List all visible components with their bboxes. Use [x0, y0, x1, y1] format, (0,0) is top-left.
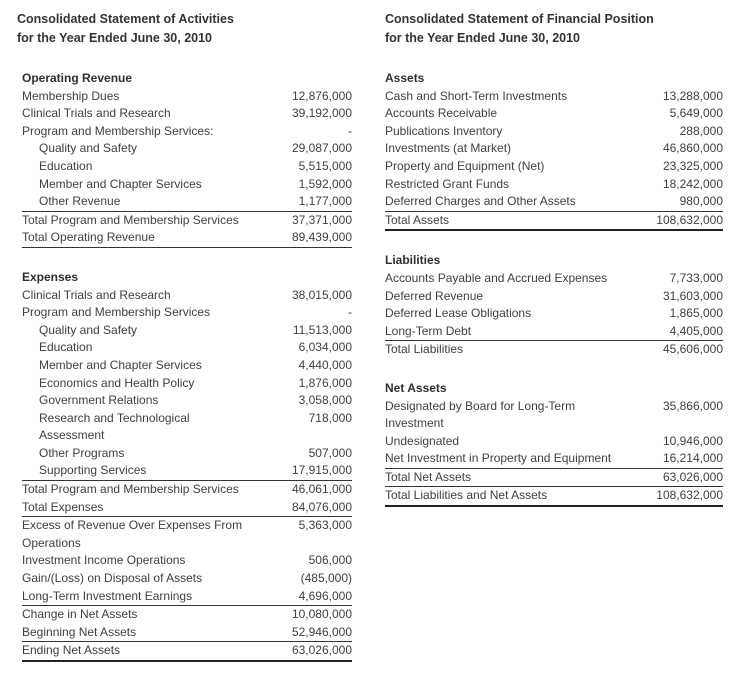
row-label-other-programs: Other Programs	[39, 445, 125, 460]
table-row	[385, 270, 723, 288]
section-heading-spacer	[262, 68, 352, 88]
row-value-expenses-clinical-trials-and-research: 38,015,000	[291, 287, 352, 302]
row-label-deferred-charges-and-other-assets: Deferred Charges and Other Assets	[385, 194, 576, 209]
section-heading-spacer	[262, 267, 352, 287]
row-label-cash-and-short-term-investments: Cash and Short-Term Investments	[385, 88, 568, 103]
row-label-program-and-membership-services: Program and Membership Services:	[22, 123, 214, 138]
row-label-total-net-assets: Total Net Assets	[385, 468, 633, 487]
row-value-long-term-debt: 4,405,000	[669, 323, 723, 338]
table-row	[385, 176, 723, 194]
total-row	[22, 481, 352, 499]
row-value-total-liabilities: 45,606,000	[633, 341, 723, 359]
row-label-research-and-technological-assessment: Research and Technological Assessment	[39, 410, 190, 443]
row-value-research-and-technological-assessment: 718,000	[308, 410, 352, 425]
row-value-cash-and-short-term-investments: 13,288,000	[662, 88, 723, 103]
row-label-expenses-education: Education	[39, 340, 93, 355]
row-label-education: Education	[39, 158, 93, 173]
row-value-expenses-education: 6,034,000	[298, 340, 352, 355]
total-row	[22, 624, 352, 642]
table-row	[22, 123, 352, 141]
row-label-undesignated: Undesignated	[385, 433, 460, 448]
total-row	[22, 606, 352, 624]
row-label-beginning-net-assets: Beginning Net Assets	[22, 624, 262, 642]
statement-of-financial-position-column	[368, 0, 735, 507]
statement-of-activities-title	[0, 0, 368, 48]
section-heading-row	[385, 68, 723, 88]
row-value-clinical-trials-and-research: 39,192,000	[291, 106, 352, 121]
row-value-deferred-lease-obligations: 1,865,000	[669, 306, 723, 321]
table-row	[22, 517, 352, 553]
row-label-net-investment-in-property-and-equipment: Net Investment in Property and Equipment	[385, 451, 612, 466]
section-spacer	[385, 359, 723, 378]
table-row	[385, 288, 723, 306]
section-heading-spacer	[633, 378, 723, 398]
total-row	[22, 211, 352, 229]
row-value-expenses-quality-and-safety: 11,513,000	[292, 322, 352, 337]
row-label-accounts-receivable: Accounts Receivable	[385, 106, 498, 121]
row-label-investments-at-market: Investments (at Market)	[385, 141, 512, 156]
row-label-clinical-trials-and-research: Clinical Trials and Research	[22, 106, 171, 121]
row-value-ending-net-assets: 63,026,000	[262, 642, 352, 661]
row-label-membership-dues: Membership Dues	[22, 88, 120, 103]
row-value-investment-income-operations: 506,000	[308, 553, 352, 568]
row-label-other-revenue: Other Revenue	[39, 194, 121, 209]
row-label-member-and-chapter-services: Member and Chapter Services	[39, 176, 202, 191]
row-label-deferred-lease-obligations: Deferred Lease Obligations	[385, 306, 532, 321]
table-row	[22, 552, 352, 570]
section-heading-net-assets: Net Assets	[385, 380, 447, 395]
row-value-total-expenses: 84,076,000	[262, 499, 352, 517]
row-label-expenses-quality-and-safety: Quality and Safety	[39, 322, 138, 337]
table-row	[22, 158, 352, 176]
row-label-designated-by-board-for-long-term-investment: Designated by Board for Long-Term Investment	[385, 398, 576, 431]
total-row	[385, 468, 723, 487]
table-row	[22, 105, 352, 123]
row-label-total-expenses: Total Expenses	[22, 499, 262, 517]
table-row	[385, 140, 723, 158]
row-label-total-operating-revenue: Total Operating Revenue	[22, 229, 262, 247]
row-label-total-program-and-membership-services: Total Program and Membership Services	[22, 211, 262, 229]
row-value-restricted-grant-funds: 18,242,000	[662, 176, 723, 191]
row-value-beginning-net-assets: 52,946,000	[262, 624, 352, 642]
table-row	[22, 462, 352, 480]
row-label-investment-income-operations: Investment Income Operations	[22, 553, 186, 568]
table-row	[22, 304, 352, 322]
section-heading-operating-revenue: Operating Revenue	[22, 71, 133, 85]
row-label-government-relations: Government Relations	[39, 393, 159, 408]
section-heading-spacer	[633, 68, 723, 88]
row-label-expenses-program-and-membership-services: Program and Membership Services	[22, 305, 211, 320]
row-value-deferred-charges-and-other-assets: 980,000	[679, 194, 723, 209]
total-row	[385, 211, 723, 230]
table-row	[385, 305, 723, 323]
table-row	[22, 176, 352, 194]
row-value-accounts-payable-and-accrued-expenses: 7,733,000	[669, 270, 723, 285]
total-row	[22, 642, 352, 661]
row-value-total-net-assets: 63,026,000	[633, 468, 723, 487]
row-label-total-assets: Total Assets	[385, 211, 633, 230]
row-label-long-term-investment-earnings: Long-Term Investment Earnings	[22, 588, 193, 603]
total-row	[385, 341, 723, 359]
table-row	[22, 410, 352, 445]
table-row	[385, 88, 723, 106]
row-label-deferred-revenue: Deferred Revenue	[385, 288, 484, 303]
row-label-ending-net-assets: Ending Net Assets	[22, 642, 262, 661]
table-row	[22, 88, 352, 106]
row-label-expenses-member-and-chapter-services: Member and Chapter Services	[39, 357, 202, 372]
row-value-total-operating-revenue: 89,439,000	[262, 229, 352, 247]
row-value-total-program-and-membership-services: 37,371,000	[262, 211, 352, 229]
row-value-membership-dues: 12,876,000	[291, 88, 352, 103]
row-label-long-term-debt: Long-Term Debt	[385, 323, 472, 338]
row-value-undesignated: 10,946,000	[662, 433, 723, 448]
row-value-designated-by-board-for-long-term-investment: 35,866,000	[662, 398, 723, 413]
section-heading-assets: Assets	[385, 71, 425, 85]
table-row	[385, 193, 723, 211]
row-label-restricted-grant-funds: Restricted Grant Funds	[385, 176, 510, 191]
table-row	[385, 105, 723, 123]
table-row	[385, 123, 723, 141]
table-row	[385, 323, 723, 341]
table-row	[22, 445, 352, 463]
table-row	[385, 450, 723, 468]
row-label-supporting-services: Supporting Services	[39, 463, 147, 478]
total-row	[22, 229, 352, 247]
table-row	[22, 287, 352, 305]
row-label-change-in-net-assets: Change in Net Assets	[22, 606, 262, 624]
statement-of-financial-position-title-line1: Consolidated Statement of Financial Position	[385, 12, 654, 26]
row-label-property-and-equipment-net: Property and Equipment (Net)	[385, 158, 545, 173]
row-value-quality-and-safety: 29,087,000	[291, 141, 352, 156]
row-value-excess-of-revenue-over-expenses-from-operations: 5,363,000	[298, 518, 352, 533]
financial-position-table	[385, 68, 723, 507]
table-row	[22, 357, 352, 375]
row-label-publications-inventory: Publications Inventory	[385, 123, 503, 138]
row-value-expenses-total-program-and-membership-services: 46,061,000	[262, 481, 352, 499]
row-value-program-and-membership-services: -	[348, 123, 352, 138]
row-label-gain-loss-on-disposal-of-assets: Gain/(Loss) on Disposal of Assets	[22, 571, 203, 586]
table-row	[385, 398, 723, 433]
table-row	[22, 339, 352, 357]
table-row	[22, 193, 352, 211]
operating-revenue-table	[22, 68, 352, 662]
section-heading-liabilities: Liabilities	[385, 253, 441, 268]
table-row	[22, 570, 352, 588]
row-value-other-revenue: 1,177,000	[298, 194, 352, 209]
row-value-member-and-chapter-services: 1,592,000	[298, 176, 352, 191]
table-row	[22, 140, 352, 158]
section-heading-row	[385, 378, 723, 398]
row-value-expenses-program-and-membership-services: -	[348, 305, 352, 320]
section-spacer	[385, 230, 723, 250]
statement-of-financial-position-title-line2: for the Year Ended June 30, 2010	[385, 31, 580, 45]
row-label-total-liabilities-and-net-assets: Total Liabilities and Net Assets	[385, 487, 633, 506]
statement-of-activities-title-line2: for the Year Ended June 30, 2010	[17, 31, 212, 45]
row-value-expenses-member-and-chapter-services: 4,440,000	[298, 357, 352, 372]
table-row	[22, 392, 352, 410]
row-value-education: 5,515,000	[298, 158, 352, 173]
section-heading-row	[22, 267, 352, 287]
table-row	[385, 158, 723, 176]
row-value-net-investment-in-property-and-equipment: 16,214,000	[662, 451, 723, 466]
row-value-change-in-net-assets: 10,080,000	[262, 606, 352, 624]
row-label-accounts-payable-and-accrued-expenses: Accounts Payable and Accrued Expenses	[385, 270, 608, 285]
row-value-government-relations: 3,058,000	[298, 393, 352, 408]
statement-of-activities-title-line1: Consolidated Statement of Activities	[17, 12, 234, 26]
table-row	[385, 433, 723, 451]
table-row	[22, 375, 352, 393]
table-row	[22, 588, 352, 606]
section-heading-expenses: Expenses	[22, 269, 79, 284]
row-value-other-programs: 507,000	[308, 445, 352, 460]
row-value-publications-inventory: 288,000	[679, 123, 723, 138]
row-value-supporting-services: 17,915,000	[291, 463, 352, 478]
table-row	[22, 322, 352, 340]
row-label-total-liabilities: Total Liabilities	[385, 341, 633, 359]
row-label-expenses-clinical-trials-and-research: Clinical Trials and Research	[22, 287, 171, 302]
section-heading-row	[385, 250, 723, 270]
row-value-accounts-receivable: 5,649,000	[669, 106, 723, 121]
row-value-economics-and-health-policy: 1,876,000	[298, 375, 352, 390]
row-value-total-liabilities-and-net-assets: 108,632,000	[633, 487, 723, 506]
section-heading-spacer	[633, 250, 723, 270]
row-value-deferred-revenue: 31,603,000	[662, 288, 723, 303]
row-label-expenses-total-program-and-membership-services: Total Program and Membership Services	[22, 481, 262, 499]
section-heading-row	[22, 68, 352, 88]
row-value-gain-loss-on-disposal-of-assets: (485,000)	[300, 571, 352, 586]
row-value-long-term-investment-earnings: 4,696,000	[298, 588, 352, 603]
row-label-excess-of-revenue-over-expenses-from-operations: Excess of Revenue Over Expenses From Operations	[22, 518, 243, 550]
row-value-total-assets: 108,632,000	[633, 211, 723, 230]
row-value-property-and-equipment-net: 23,325,000	[662, 158, 723, 173]
total-row	[22, 499, 352, 517]
row-value-investments-at-market: 46,860,000	[662, 141, 723, 156]
row-label-quality-and-safety: Quality and Safety	[39, 141, 138, 156]
statement-of-financial-position-title	[368, 0, 735, 48]
row-label-economics-and-health-policy: Economics and Health Policy	[39, 375, 195, 390]
statement-of-activities-column	[0, 0, 368, 662]
section-spacer	[22, 247, 352, 267]
total-row	[385, 487, 723, 506]
